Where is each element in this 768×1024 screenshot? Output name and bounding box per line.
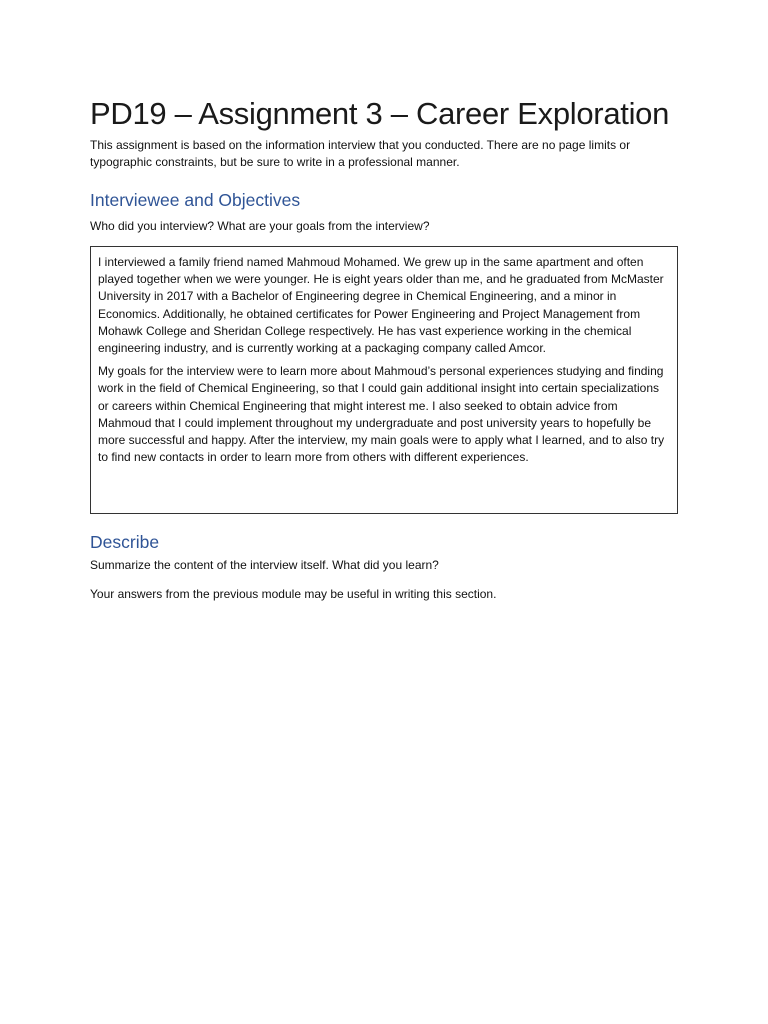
answer-paragraph: My goals for the interview were to learn more about Mahmoud’s personal experiences studying and finding work in the field of Chemical Engineering, so that I could gain additional insight into certain specializations or careers within Chemical Engineering that might interest me. I also seeked to obtain advice from Mahmoud that I could implement throughout my undergraduate and post university years to hopefully be more successful and happy. After the interview, my main goals were to apply what I learned, and to also try to find new contacts in order to learn more from others with different experiences. bbox=[98, 364, 665, 465]
objectives-answer-box[interactable] bbox=[90, 246, 678, 514]
describe-prompt: Summarize the content of the interview itself. What did you learn? bbox=[90, 558, 439, 572]
objectives-prompt: Who did you interview? What are your goals from the interview? bbox=[90, 219, 430, 233]
page-title: PD19 – Assignment 3 – Career Exploration bbox=[90, 96, 670, 131]
intro-text: This assignment is based on the information interview that you conducted. There are no page limits or typographic constraints, but be sure to write in a professional manner. bbox=[90, 138, 631, 169]
answer-paragraph: I interviewed a family friend named Mahmoud Mohamed. We grew up in the same apartment and often played together when we were younger. He is eight years older than me, and he graduated from McMaster University in 2017 with a Bachelor of Engineering degree in Chemical Engineering, and a minor in Economics. Additionally, he obtained certificates for Power Engineering and Project Management from Mohawk College and Sheridan College respectively. He has vast experience working in the chemical engineering industry, and is currently working at a packaging company called Amcor. bbox=[98, 255, 664, 356]
describe-note: Your answers from the previous module may be useful in writing this section. bbox=[90, 587, 497, 601]
section-heading-describe: Describe bbox=[90, 532, 160, 552]
section-heading-objectives: Interviewee and Objectives bbox=[90, 190, 301, 210]
